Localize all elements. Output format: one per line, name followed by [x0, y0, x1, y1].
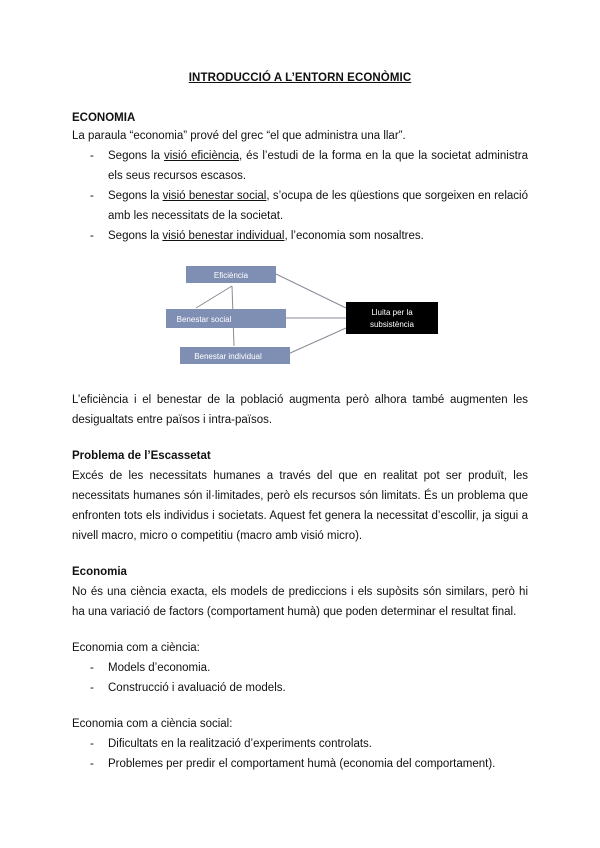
- connector-line: [196, 286, 232, 308]
- section-heading-economia-2: Economia: [72, 566, 127, 578]
- box-benestar-individual-label: Benestar individual: [194, 352, 262, 361]
- target-label-line2: subsistència: [369, 320, 415, 329]
- list-item: [72, 186, 528, 226]
- economia-paragraph: No és una ciència exacta, els models de prediccions i els supòsits són similars, però hi ha una variació de factors (comportament humà) que poden determinar el resultat final.: [72, 586, 528, 618]
- connector-line: [276, 274, 346, 308]
- underlined-term: visió benestar individual: [162, 230, 285, 242]
- list-item: [72, 146, 528, 186]
- economia-bullet-list: [72, 146, 528, 246]
- bullet-text: Segons la: [108, 150, 164, 162]
- efficiency-paragraph: L’eficiència i el benestar de la població augmenta però alhora també augmenten les desigualtats entre països i intra-països.: [72, 394, 528, 426]
- target-label-line1: Lluita per la: [371, 308, 413, 317]
- bullet-text: , s’ocupa de les qüestions que sorgeixen en relació amb les necessitats de la societat.: [108, 190, 528, 222]
- list-item: [72, 226, 528, 246]
- bullet-text: , és l’estudi de la forma en la que la societat administra els seus recursos escasos.: [108, 150, 528, 182]
- ciencia-list: [72, 658, 528, 698]
- underlined-term: visió benestar social: [162, 190, 267, 202]
- escassetat-paragraph: Excés de les necessitats humanes a través del que en realitat pot ser produït, les necessitats humanes són il·limitades, però els recursos són limitats. És un problema que enfronten tots els individus i societats. Aquest fet genera la necessitat d’escollir, ja sigui a nivell macro, micro o competitiu (macro amb visió micro).: [72, 470, 528, 542]
- box-lluita-subsistencia: [346, 302, 438, 334]
- connector-line: [288, 328, 346, 354]
- economic-vision-diagram: [160, 258, 450, 366]
- bullet-text: , l’economia som nosaltres.: [284, 230, 424, 242]
- box-eficiencia-label: Eficiència: [213, 271, 249, 280]
- section-heading-escassetat: Problema de l’Escassetat: [72, 450, 211, 462]
- ciencia-social-list: [72, 734, 528, 774]
- bullet-text: Segons la: [108, 230, 163, 242]
- list-item: - Construcció i avaluació de models.: [72, 678, 528, 698]
- list-item: - Problemes per predir el comportament humà (economia del comportament).: [72, 754, 528, 774]
- underlined-term: visió eficiència: [164, 150, 239, 162]
- ciencia-label: Economia com a ciència:: [72, 642, 200, 654]
- section-heading-economia: ECONOMIA: [72, 112, 136, 124]
- list-item: - Models d’economia.: [72, 658, 528, 678]
- list-item: - Dificultats en la realització d’experiments controlats.: [72, 734, 528, 754]
- bullet-text: Segons la: [108, 190, 163, 202]
- box-benestar-social-label: Benestar social: [176, 315, 232, 324]
- ciencia-social-label: Economia com a ciència social:: [72, 718, 233, 730]
- document-title: INTRODUCCIÓ A L’ENTORN ECONÒMIC: [188, 72, 412, 84]
- economia-intro: La paraula “economia” prové del grec “el que administra una llar”.: [72, 130, 406, 142]
